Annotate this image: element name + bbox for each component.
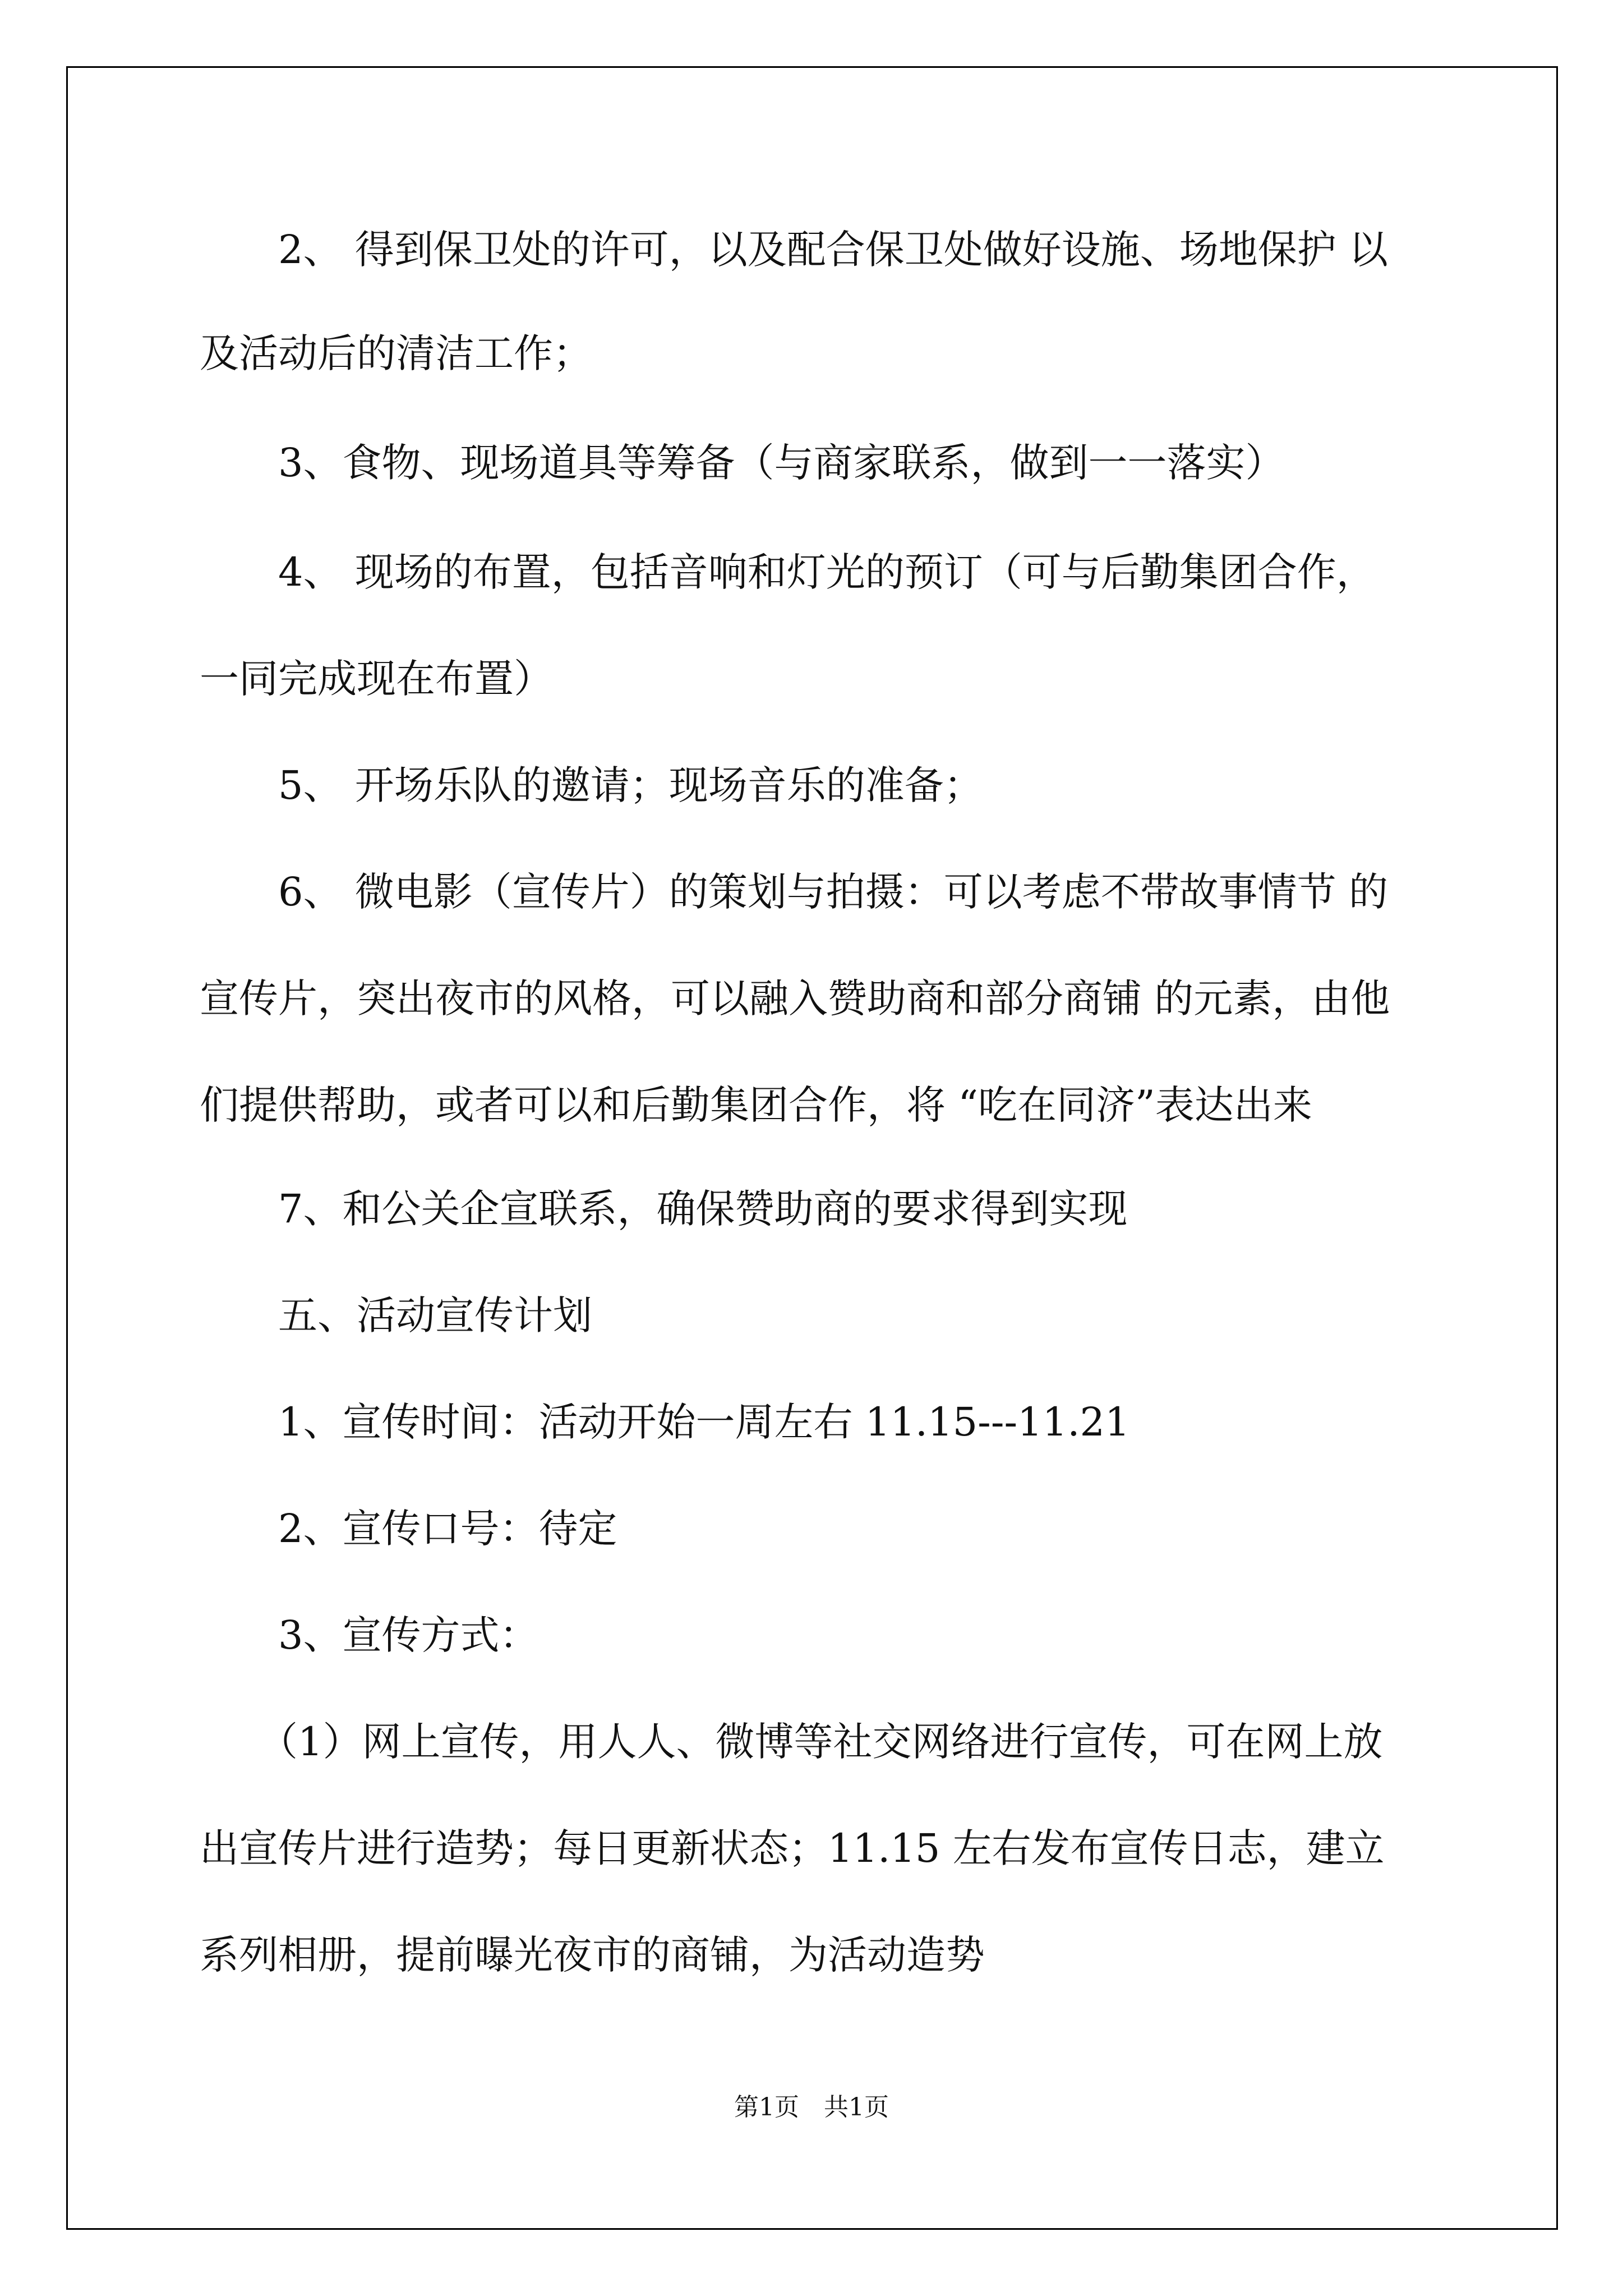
page-border — [66, 66, 1558, 2230]
text-line: 出宣传片进行造势；每日更新状态；11.15 左右发布宣传日志，建立 — [200, 1825, 1385, 1871]
text-line: 及活动后的清洁工作； — [200, 330, 592, 376]
text-line: 3、食物、现场道具等筹备（与商家联系，做到一一落实） — [200, 440, 1285, 486]
text-line: 一同完成现在布置） — [200, 656, 553, 702]
section-heading: 五、活动宣传计划 — [200, 1292, 592, 1338]
text-line: 2、宣传口号：待定 — [200, 1506, 617, 1552]
text-line: 7、和公关企宣联系，确保赞助商的要求得到实现 — [200, 1186, 1128, 1232]
text-line: （1）网上宣传，用人人、微博等社交网络进行宣传，可在网上放 — [200, 1719, 1383, 1765]
page-footer: 第1页 共1页 — [734, 2093, 889, 2122]
text-line: 2、 得到保卫处的许可，以及配合保卫处做好设施、场地保护 以 — [200, 227, 1389, 273]
text-line: 6、 微电影（宣传片）的策划与拍摄：可以考虑不带故事情节 的 — [200, 869, 1389, 915]
text-line: 们提供帮助，或者可以和后勤集团合作，将 “吃在同济”表达出来 — [200, 1082, 1312, 1128]
text-line: 宣传片，突出夜市的风格，可以融入赞助商和部分商铺 的元素，由他 — [200, 976, 1390, 1022]
text-line: 4、 现场的布置，包括音响和灯光的预订（可与后勤集团合作， — [200, 549, 1376, 595]
text-line: 5、 开场乐队的邀请；现场音乐的准备； — [200, 762, 983, 808]
text-line: 系列相册，提前曝光夜市的商铺，为活动造势 — [200, 1932, 985, 1978]
text-line: 1、宣传时间：活动开始一周左右 11.15---11.21 — [200, 1399, 1130, 1445]
text-line: 3、宣传方式： — [200, 1612, 539, 1658]
